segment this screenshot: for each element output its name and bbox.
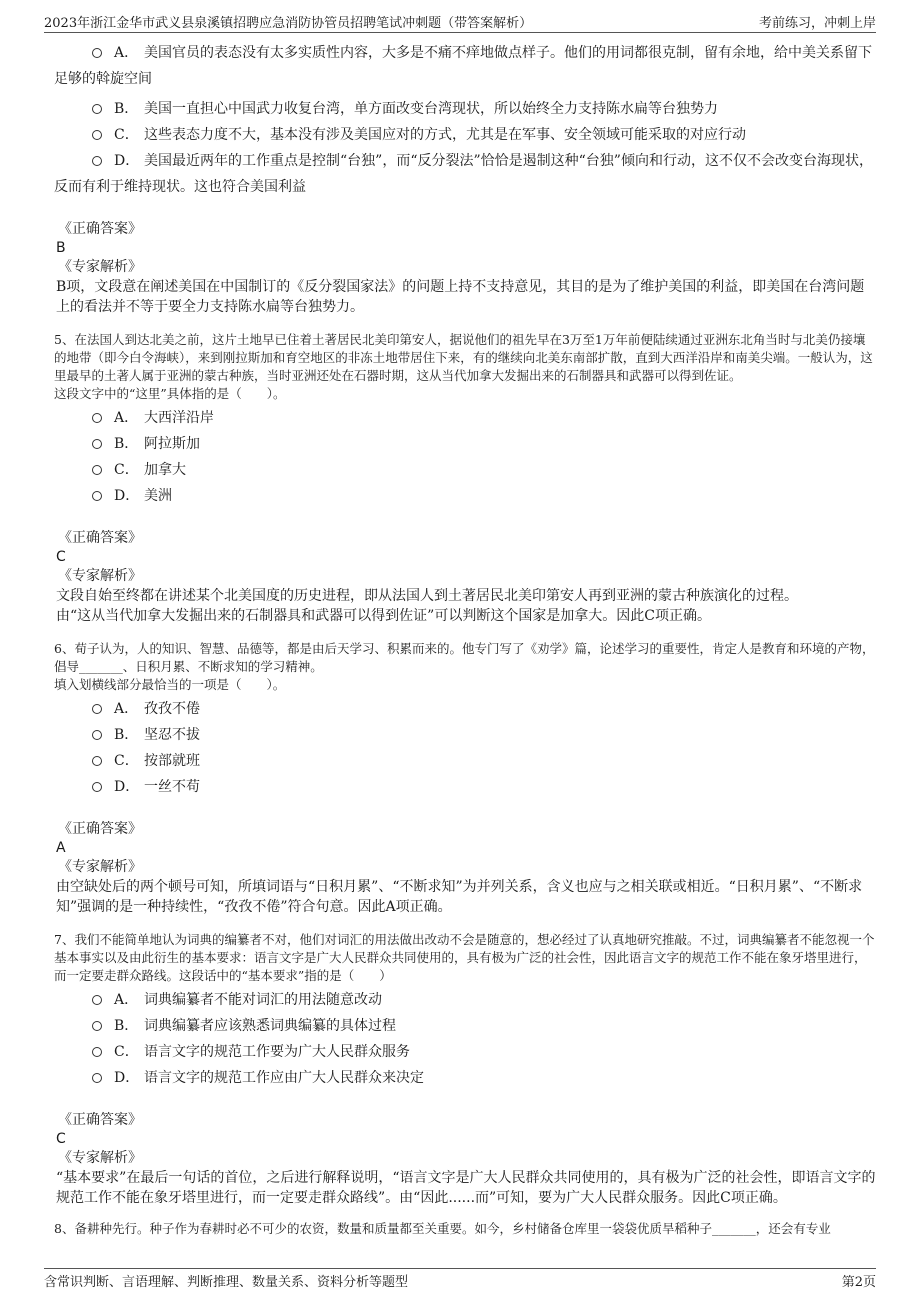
analysis-label: 《专家解析》 [58,259,142,275]
option-b[interactable]: B． 阿拉斯加 [54,431,876,457]
radio-icon[interactable] [92,1047,102,1057]
option-b[interactable]: B． 坚忍不拔 [54,722,876,748]
question-7-stem: 7、我们不能简单地认为词典的编纂者不对，他们对词汇的用法做出改动不会是随意的，想必经过了认真地研究推敲。不过，词典编纂者不能忽视一个基本事实以及由此衍生的基本要求：语言文字是广大人民群众共同使用的，具有极为广泛的社会性，因此语言文字的规范工作不能在象牙塔里进行，而一定要走群众路线。这段话中的“基本要求”指的是（ ） [54,932,875,983]
question-6-prompt: 填入划横线部分最恰当的一项是（ ）。 [54,677,286,692]
radio-icon[interactable] [92,730,102,740]
radio-icon[interactable] [92,465,102,475]
option-c[interactable]: C． 按部就班 [54,748,876,774]
answer-value: C [56,1131,66,1147]
analysis-text: 由“这从当代加拿大发掘出来的石制器具和武器可以得到佐证”可以判断这个国家是加拿大。因此C项正确。 [56,608,712,624]
analysis-label: 《专家解析》 [58,1150,142,1166]
question-8-stem: 8、备耕种先行。种子作为春耕时必不可少的农资，数量和质量都至关重要。如今，乡村储备仓库里一袋袋优质旱稻种子_______，还会有专业 [54,1221,831,1236]
radio-icon[interactable] [92,995,102,1005]
option-d[interactable]: D． 语言文字的规范工作应由广大人民群众来决定 [54,1065,876,1091]
analysis-text: 文段自始至终都在讲述某个北美国度的历史进程，即从法国人到土著居民北美印第安人再到亚洲的蒙古种族演化的过程。 [56,588,798,604]
radio-icon[interactable] [92,48,102,58]
document-body [54,40,876,1238]
radio-icon[interactable] [92,156,102,166]
option-c[interactable]: C． 这些表态力度不大，基本没有涉及美国应对的方式，尤其是在军事、安全领域可能采取的对应行动 [54,122,876,148]
question-4-options [54,40,876,200]
option-a[interactable]: A． 大西洋沿岸 [54,405,876,431]
analysis-text: 由空缺处后的两个顿号可知，所填词语与“日积月累”、“不断求知”为并列关系，含义也应与之相关联或相近。“日积月累”、“不断求知”强调的是一种持续性，“孜孜不倦”符合句意。因此A项正确。 [56,879,863,915]
radio-icon[interactable] [92,413,102,423]
option-a[interactable]: A． 孜孜不倦 [54,696,876,722]
option-a[interactable]: A． 词典编纂者不能对词汇的用法随意改动 [54,987,876,1013]
answer-label: 《正确答案》 [58,530,142,546]
option-b[interactable]: B． 词典编纂者应该熟悉词典编纂的具体过程 [54,1013,876,1039]
analysis-text: “基本要求”在最后一句话的首位，之后进行解释说明，“语言文字是广大人民群众共同使用的，具有极为广泛的社会性，即语言文字的规范工作不能在象牙塔里进行，而一定要走群众路线”。由“因此......而”可知，要为广大人民群众服务。因此C项正确。 [56,1170,876,1206]
radio-icon[interactable] [92,130,102,140]
answer-label: 《正确答案》 [58,221,142,237]
answer-label: 《正确答案》 [58,1112,142,1128]
page-number: 第2页 [841,1274,876,1290]
radio-icon[interactable] [92,704,102,714]
page-footer [44,1268,876,1291]
radio-icon[interactable] [92,782,102,792]
option-b[interactable]: B． 美国一直担心中国武力收复台湾，单方面改变台湾现状，所以始终全力支持陈水扁等台独势力 [54,96,876,122]
option-d[interactable]: D． 美洲 [54,483,876,509]
option-c[interactable]: C． 语言文字的规范工作要为广大人民群众服务 [54,1039,876,1065]
answer-label: 《正确答案》 [58,821,142,837]
header-slogan: 考前练习，冲刺上岸 [758,15,876,31]
question-6-stem: 6、荀子认为，人的知识、智慧、品德等，都是由后天学习、积累而来的。他专门写了《劝学》篇，论述学习的重要性，肯定人是教育和环境的产物，倡导_______、日积月累、不断求知的学习精神。 [54,641,875,674]
answer-value: A [56,840,66,856]
analysis-label: 《专家解析》 [58,568,142,584]
answer-value: C [56,549,66,565]
option-d[interactable]: D． 一丝不苟 [54,774,876,800]
analysis-text: B项，文段意在阐述美国在中国制订的《反分裂国家法》的问题上持不支持意见，其目的是为了维护美国的利益，即美国在台湾问题上的看法并不等于要全力支持陈水扁等台独势力。 [56,279,865,315]
answer-value: B [56,240,66,256]
question-5-stem: 5、在法国人到达北美之前，这片土地早已住着土著居民北美印第安人，据说他们的祖先早在3万至1万年前便陆续通过亚洲东北角当时与北美仍接壤的地带（即今白令海峡），来到刚拉斯加和育空地区的非冻土地带居住下来，有的继续向北美东南部扩散，直到大西洋沿岸和南美尖端。一般认为，这里最早的土著人属于亚洲的蒙古种族，当时亚洲还处在石器时期，这从当代加拿大发掘出来的石制器具和武器可以得到佐证。 [54,332,873,383]
radio-icon[interactable] [92,1073,102,1083]
option-a[interactable]: A． 美国官员的表态没有太多实质性内容，大多是不痛不痒地做点样子。他们的用词都很克制，留有余地，给中美关系留下足够的斡旋空间 [54,45,872,87]
radio-icon[interactable] [92,1021,102,1031]
radio-icon[interactable] [92,104,102,114]
option-c[interactable]: C． 加拿大 [54,457,876,483]
question-5-prompt: 这段文字中的“这里”具体指的是（ ）。 [54,386,286,401]
option-d[interactable]: D． 美国最近两年的工作重点是控制“台独”，而“反分裂法”恰恰是遏制这种“台独”倾向和行动，这不仅不会改变台海现状，反而有利于维持现状。这也符合美国利益 [54,153,873,195]
footer-description: 含常识判断、言语理解、判断推理、数量关系、资料分析等题型 [44,1274,409,1290]
radio-icon[interactable] [92,491,102,501]
analysis-label: 《专家解析》 [58,859,142,875]
radio-icon[interactable] [92,439,102,449]
page-header [44,10,876,33]
radio-icon[interactable] [92,756,102,766]
document-title: 2023年浙江金华市武义县泉溪镇招聘应急消防协管员招聘笔试冲刺题（带答案解析） [44,15,533,31]
